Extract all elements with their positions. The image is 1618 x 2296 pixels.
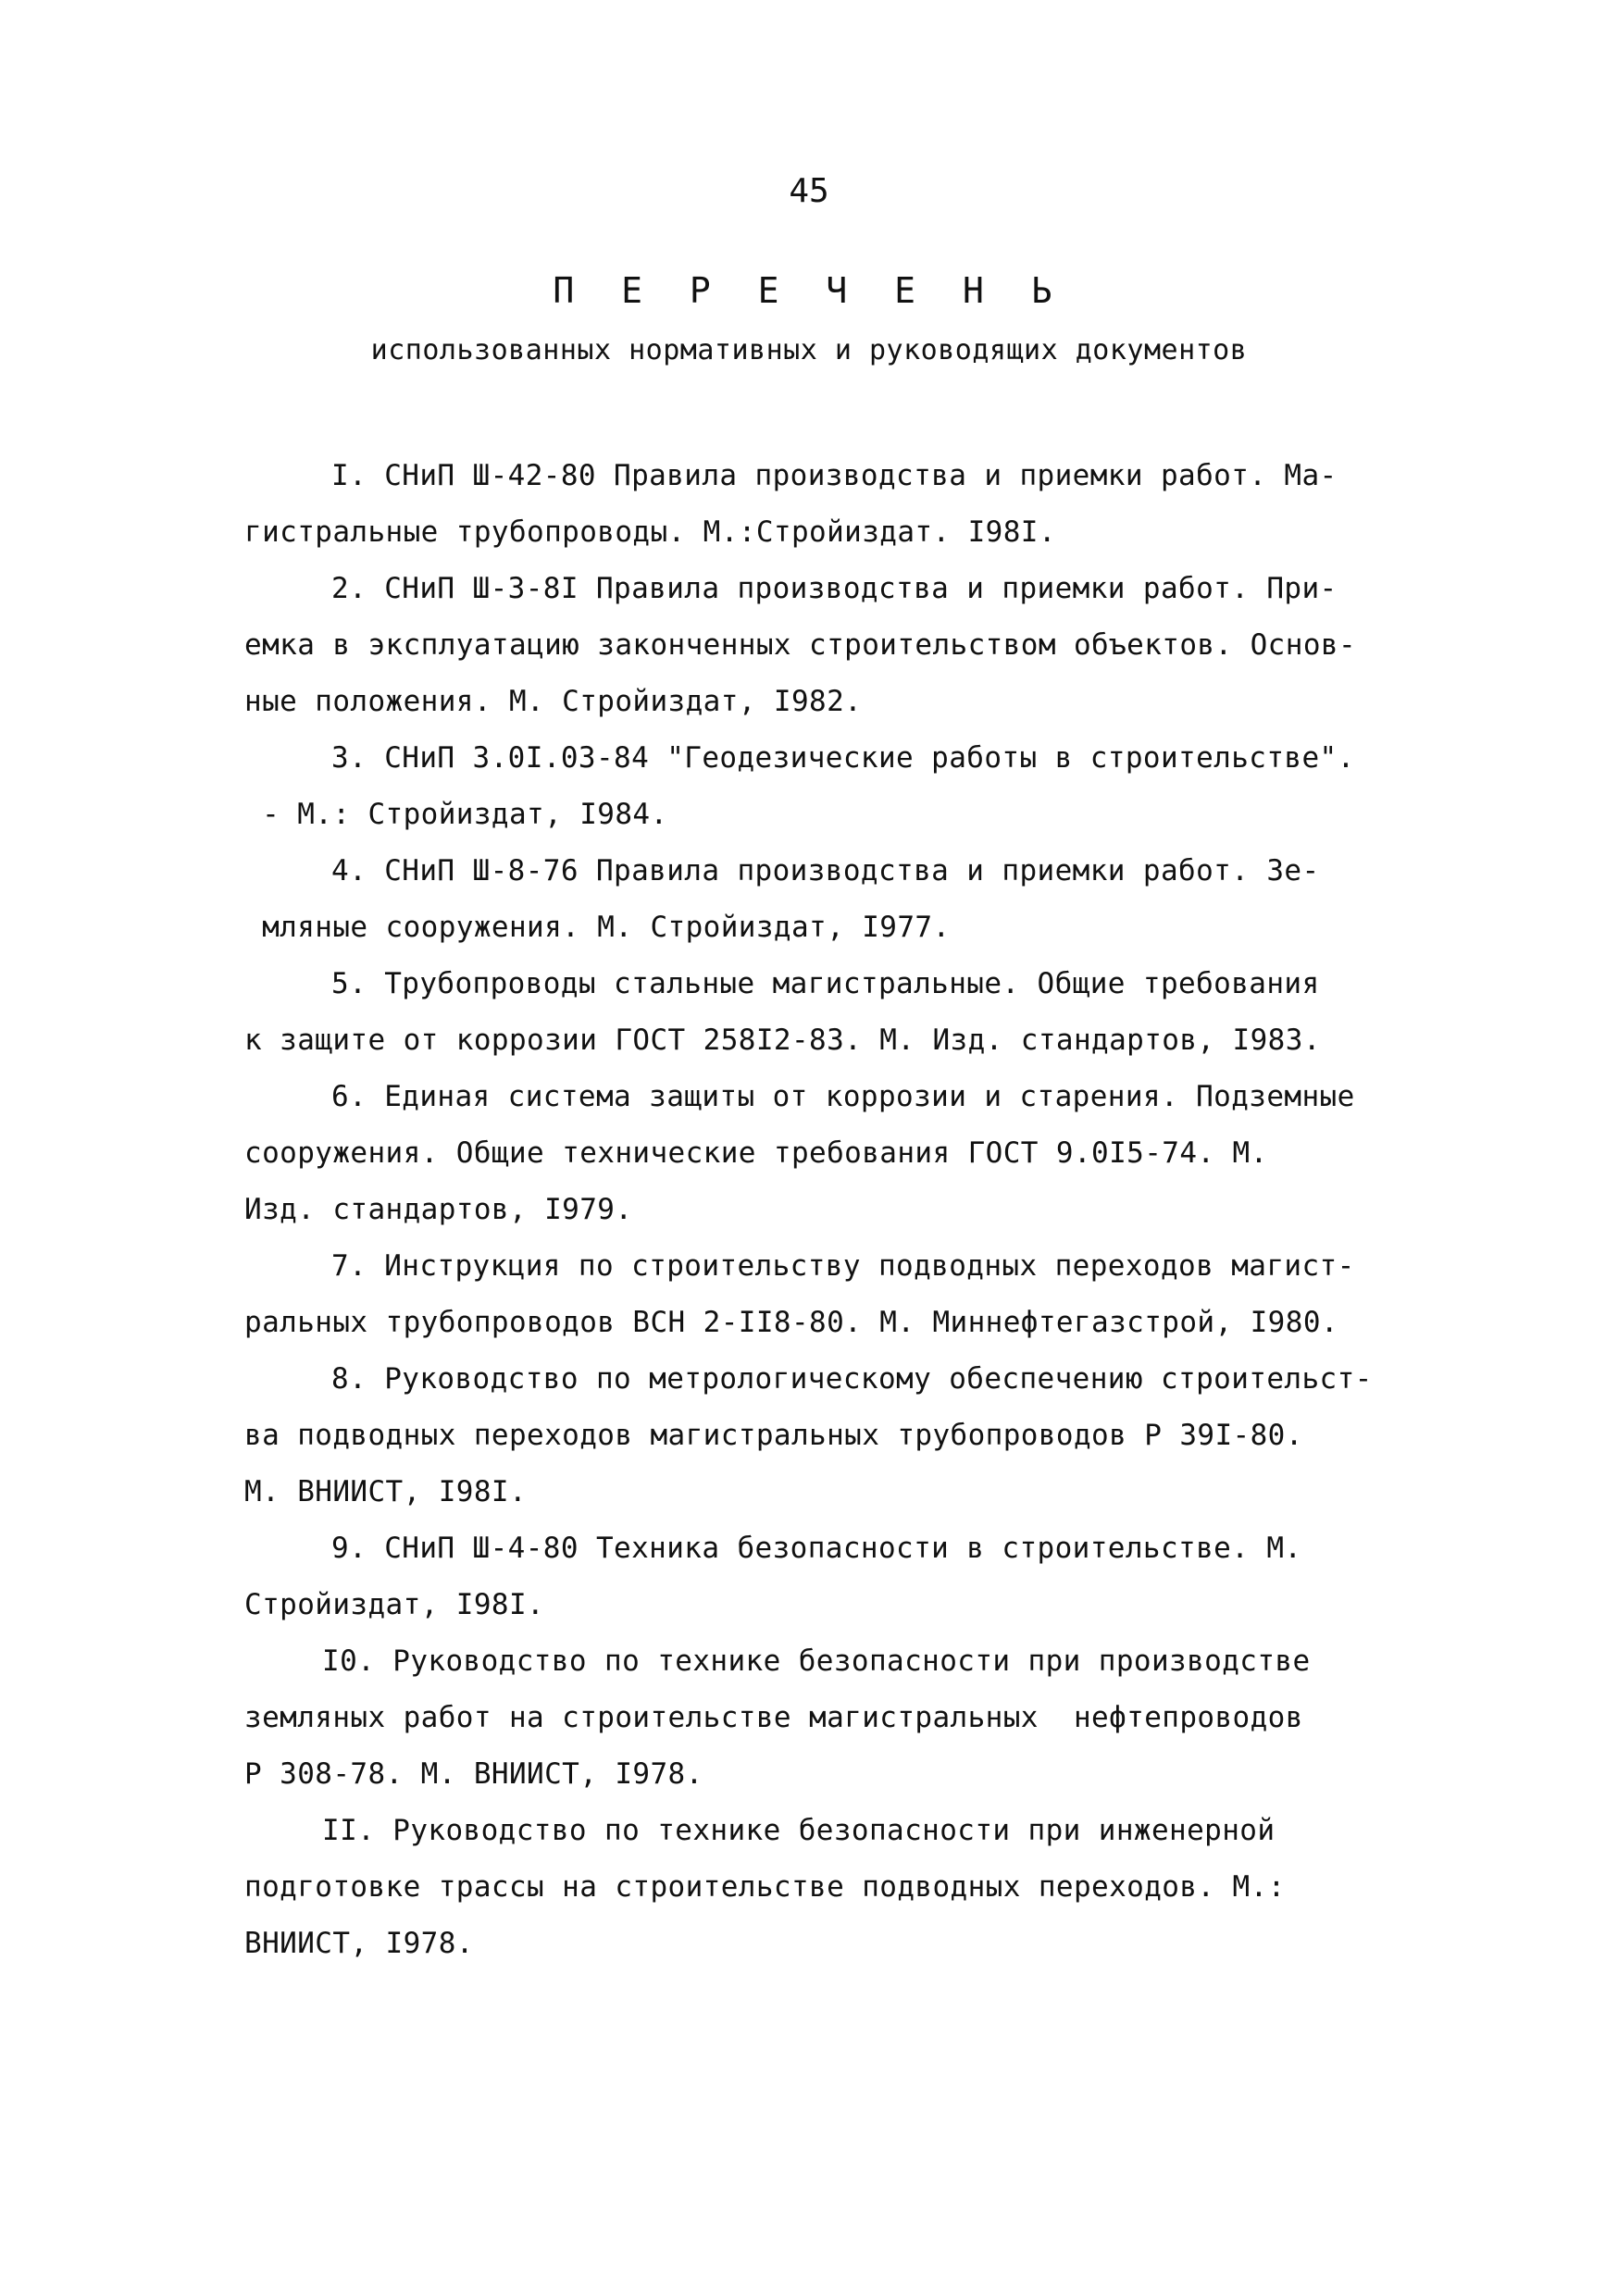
reference-continuation-line: гистральные трубопроводы. М.:Стройиздат. I98I. [244,515,1056,549]
reference-continuation-line: ва подводных переходов магистральных трубопроводов Р 39I-80. [244,1419,1303,1452]
reference-first-line: 6. Единая система защиты от коррозии и старения. Подземные [331,1080,1355,1113]
reference-continuation-line: подготовке трассы на строительстве подводных переходов. М.: [244,1870,1286,1904]
reference-first-line: 9. СНиП Ш-4-80 Техника безопасности в строительстве. М. [331,1532,1302,1565]
reference-continuation-line: сооружения. Общие технические требования ГОСТ 9.0I5-74. М. [244,1136,1268,1170]
reference-continuation-line: М. ВНИИСТ, I98I. [244,1475,528,1508]
reference-item [244,1520,1438,1633]
reference-continuation-line: земляных работ на строительстве магистральных нефтепроводов [244,1701,1303,1734]
reference-first-line: 8. Руководство по метрологическому обеспечению строительст- [331,1362,1373,1396]
reference-item [244,1069,1438,1238]
reference-item [244,1351,1438,1520]
page-subtitle: использованных нормативных и руководящих документов [370,334,1248,366]
reference-item [244,730,1438,843]
reference-first-line: II. Руководство по технике безопасности при инженерной [322,1814,1276,1847]
reference-first-line: 3. СНиП 3.0I.03-84 "Геодезические работы в строительстве". [331,741,1355,775]
reference-first-line: I. СНиП Ш-42-80 Правила производства и приемки работ. Ма- [331,459,1338,492]
reference-item [244,1238,1438,1351]
reference-first-line: 5. Трубопроводы стальные магистральные. Общие требования [331,967,1320,1000]
reference-continuation-line: - М.: Стройиздат, I984. [244,798,668,831]
reference-first-line: 7. Инструкция по строительству подводных переходов магист- [331,1249,1355,1283]
page-number: 45 [789,172,829,210]
reference-continuation-line: ВНИИСТ, I978. [244,1927,474,1960]
reference-continuation-line: ральных трубопроводов ВСН 2-II8-80. М. Миннефтегазстрой, I980. [244,1306,1338,1339]
reference-item [244,843,1438,956]
reference-list [244,448,1438,1972]
reference-item [244,956,1438,1069]
page-title: П Е Р Е Ч Е Н Ь [553,270,1065,311]
reference-first-line: 2. СНиП Ш-3-8I Правила производства и приемки работ. При- [331,572,1338,605]
reference-item [244,1803,1438,1972]
reference-first-line: 4. СНиП Ш-8-76 Правила производства и приемки работ. Зе- [331,854,1320,887]
reference-first-line: I0. Руководство по технике безопасности при производстве [322,1644,1311,1678]
reference-item [244,1633,1438,1803]
reference-item [244,561,1438,730]
reference-continuation-line: емка в эксплуатацию законченных строительством объектов. Основ- [244,628,1357,662]
reference-item [244,448,1438,561]
reference-continuation-line: Р 308-78. М. ВНИИСТ, I978. [244,1757,703,1791]
reference-continuation-line: Изд. стандартов, I979. [244,1193,633,1226]
reference-continuation-line: ные положения. М. Стройиздат, I982. [244,685,863,718]
reference-continuation-line: к защите от коррозии ГОСТ 258I2-83. М. Изд. стандартов, I983. [244,1024,1321,1057]
reference-continuation-line: мляные сооружения. М. Стройиздат, I977. [244,911,951,944]
reference-continuation-line: Стройиздат, I98I. [244,1588,545,1621]
